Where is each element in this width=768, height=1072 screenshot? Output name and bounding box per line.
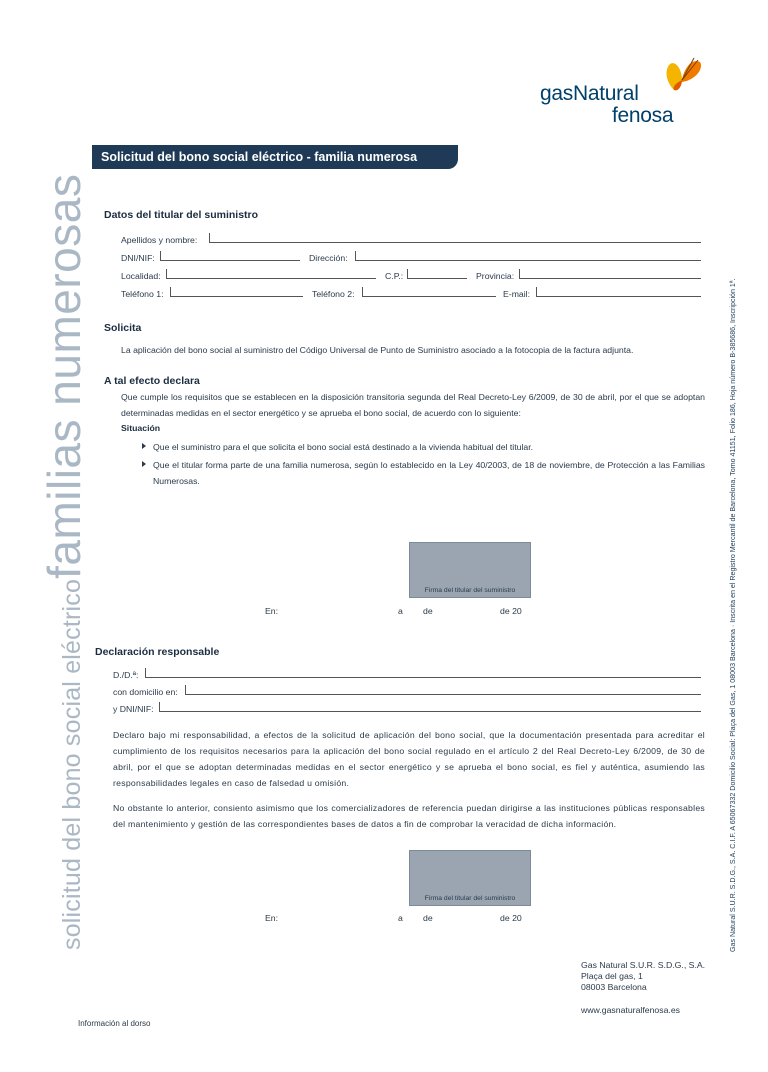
year-label: de 20 — [500, 606, 522, 616]
address-line3: 08003 Barcelona — [581, 982, 647, 992]
day-label: a — [398, 913, 403, 923]
label-dni: DNI/NIF: — [121, 253, 155, 263]
company-logo — [540, 82, 700, 130]
side-title — [38, 30, 90, 950]
situacion-bullet-2: Que el titular forma parte de una familia numerosa, según lo establecido en la Ley 40/2003, de 18 de noviembre, de Protección a las Familias Numerosas. — [153, 460, 705, 486]
footer-note: Información al dorso — [78, 1019, 151, 1028]
label-telefono1: Teléfono 1: — [121, 289, 164, 299]
telefono2-field[interactable] — [362, 287, 496, 297]
declara-text: Que cumple los requisitos que se establecen en la disposición transitoria segunda del Real Decreto-Ley 6/2009, de 30 de abril, por el que se adoptan determinadas medidas en el sector energético y se aprueba el bono social, de acuerdo con lo siguiente: — [121, 392, 705, 418]
section-heading-solicita: Solicita — [104, 322, 142, 334]
label-dd: D./D.ª: — [113, 670, 139, 680]
label-dni-responsable: y DNI/NIF: — [113, 704, 154, 714]
dni-responsable-field[interactable] — [159, 702, 701, 712]
logo-line1: gasNatural — [540, 82, 639, 105]
year-label: de 20 — [500, 913, 522, 923]
telefono1-field[interactable] — [170, 287, 303, 297]
dd-field[interactable] — [145, 668, 701, 678]
signature-caption: Firma del titular del suministro — [424, 895, 516, 902]
day-label: a — [398, 606, 403, 616]
signature-box-1[interactable] — [409, 542, 531, 598]
bullet-marker-icon — [142, 443, 146, 449]
domicilio-field[interactable] — [185, 685, 701, 695]
localidad-field[interactable] — [166, 269, 376, 279]
label-domicilio: con domicilio en: — [113, 687, 178, 697]
label-cp: C.P.: — [385, 271, 404, 281]
address-line2: Plaça del gas, 1 — [581, 971, 643, 981]
direccion-field[interactable] — [355, 251, 701, 261]
email-field[interactable] — [536, 287, 701, 297]
cp-field[interactable] — [407, 269, 467, 279]
butterfly-icon — [660, 56, 704, 96]
form-title-banner: Solicitud del bono social eléctrico - familia numerosa — [92, 145, 458, 169]
legal-notice — [726, 210, 740, 952]
website-link[interactable]: www.gasnaturalfenosa.es — [581, 1005, 680, 1015]
section-heading-responsable: Declaración responsable — [95, 646, 220, 658]
dni-field[interactable] — [160, 251, 300, 261]
place-label: En: — [265, 606, 279, 616]
bullet-marker-icon — [142, 461, 146, 467]
month-label: de — [423, 913, 433, 923]
month-label: de — [423, 606, 433, 616]
responsable-paragraph-2: No obstante lo anterior, consiento asimismo que los comercializadores de referencia puedan dirigirse a las instituciones públicas responsables del mantenimiento y gestión de las correspondientes bases de datos a fin de comprobar la veracidad de dicha información. — [113, 803, 705, 829]
signature-box-2[interactable] — [409, 850, 531, 906]
legal-notice-text: Gas Natural S.U.R. S.D.G., S.A. C.I.F. A 65067332 Domicilio Social: Plaça del Gas, 1 08003 Barcelona · Inscrita en el Registro Mercantil de Barcelona, Tomo 41151, Folio 186, Hoja número B-385686, Inscripción 1ª. — [729, 278, 737, 952]
side-title-part2: familias numerosas — [38, 173, 90, 579]
section-heading-declara: A tal efecto declara — [104, 375, 200, 387]
label-email: E-mail: — [503, 289, 531, 299]
label-localidad: Localidad: — [121, 271, 161, 281]
situacion-heading: Situación — [121, 423, 161, 433]
label-telefono2: Teléfono 2: — [312, 289, 355, 299]
label-direccion: Dirección: — [309, 253, 348, 263]
apellidos-field[interactable] — [209, 233, 701, 243]
address-line1: Gas Natural S.U.R. S.D.G., S.A. — [581, 960, 706, 970]
label-apellidos: Apellidos y nombre: — [121, 235, 198, 245]
situacion-bullet-1: Que el suministro para el que solicita el bono social está destinado a la vivienda habitual del titular. — [153, 442, 534, 452]
label-provincia: Provincia: — [476, 271, 515, 281]
section-heading-titular: Datos del titular del suministro — [104, 209, 259, 221]
responsable-paragraph-1: Declaro bajo mi responsabilidad, a efectos de la solicitud de aplicación del bono social, que la documentación presentada para acreditar el cumplimiento de los requisitos necesarios para la aplicación del bono social regulado en el artículo 2 del Real Decreto-Ley 6/2009, de 30 de abril, por el que se adoptan determinadas medidas en el sector energético y se aprueba el bono social, es fiel y auténtica, asumiendo las responsabilidades legales en caso de falsedad u omisión. — [113, 730, 705, 788]
company-address — [581, 960, 705, 993]
provincia-field[interactable] — [519, 269, 701, 279]
logo-line2: fenosa — [612, 104, 674, 127]
side-title-part1: solicitud del bono social eléctrico — [58, 578, 86, 950]
signature-caption: Firma del titular del suministro — [424, 587, 516, 594]
place-label: En: — [265, 913, 279, 923]
solicita-text: La aplicación del bono social al suministro del Código Universal de Punto de Suministro asociado a la fotocopia de la factura adjunta. — [121, 345, 634, 355]
